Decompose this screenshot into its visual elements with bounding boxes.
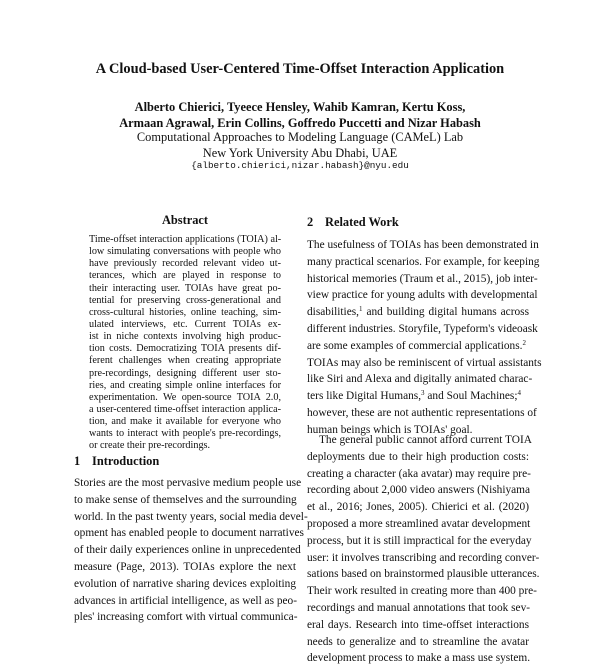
body-line: eral days. Research into time-offset interactions — [307, 618, 529, 631]
body-line: et al., 2016; Jones, 2005). Chierici et al. (2020) — [307, 501, 529, 514]
body-line: of their daily experiences online in unprecedented — [74, 544, 301, 557]
abstract-line: ist in niche contexts involving high produc- — [89, 331, 281, 343]
abstract-line: tion costs. Democratizing TOIA presents dif- — [89, 343, 281, 355]
abstract-line: or create their pre-recordings. — [89, 440, 211, 452]
abstract-heading: Abstract — [161, 213, 209, 227]
body-text-fragment: are some examples of commercial applications. — [307, 339, 523, 352]
body-line: The general public cannot afford current TOIA — [319, 434, 532, 446]
abstract-line: tion, and make it available for everyone who — [89, 416, 281, 428]
abstract-line: have previously recorded relevant video ut- — [89, 258, 281, 270]
footnote-marker[interactable]: 2 — [522, 338, 526, 347]
body-line: opment has enabled people to document narratives — [74, 527, 304, 540]
body-line: needs to generalize and to streamline the avatar — [307, 635, 529, 648]
abstract-line: ries, and creating simple online interfaces for — [89, 379, 281, 391]
body-line: different industries. Storyfile, Typeform's videoask — [307, 322, 538, 335]
related-work-para1 — [307, 237, 542, 439]
body-line: however, these are not authentic representations of — [307, 406, 537, 419]
body-line: view practice for young adults with developmental — [307, 289, 538, 302]
abstract-line: Time-offset interaction applications (TOIA) al- — [89, 234, 282, 245]
author-list — [40, 99, 560, 131]
body-line: recordings and manual annotations that took sev- — [307, 601, 531, 614]
abstract-line: wants to interact with people's pre-recordings, — [89, 428, 281, 440]
body-line: process, but it is still impractical for the everyday — [307, 534, 532, 547]
abstract-line: terances, which are played in response to — [89, 270, 281, 282]
body-text-fragment: and Soul Machines; — [427, 390, 518, 403]
body-line: recording about 2,000 video answers (Nishiyama — [307, 484, 531, 497]
section-number: 2 — [307, 215, 314, 229]
body-line: evolution of narrative sharing devices exploiting — [74, 577, 296, 590]
body-word: disabilities, — [307, 306, 359, 319]
affiliation-line: Computational Approaches to Modeling Language (CAMeL) Lab — [136, 130, 464, 144]
abstract-line: ulated interviews, etc. Current TOIAs ex- — [89, 318, 281, 330]
affiliation-line: New York University Abu Dhabi, UAE — [202, 145, 398, 160]
body-line — [307, 388, 529, 405]
abstract-line: ferent challenges when creating appropriate — [89, 355, 281, 367]
body-line: advances in artificial intelligence, as well as peo- — [74, 594, 297, 607]
related-work-para2 — [307, 432, 540, 667]
abstract-line: pre-recordings, designing different user sto- — [89, 367, 281, 379]
body-line: sations based on brainstormed plausible utterances. — [307, 568, 540, 581]
body-line: like Siri and Alexa and digitally animated charac- — [307, 373, 533, 386]
author-email[interactable]: {alberto.chierici,nizar.habash}@nyu.edu — [191, 160, 409, 171]
body-text-fragment: ters like Digital Humans, — [307, 390, 422, 403]
section-heading-related-work — [307, 215, 399, 230]
body-line: TOIAs may also be reminiscent of virtual assistants — [307, 356, 542, 369]
affiliation — [40, 130, 560, 161]
body-line — [307, 304, 529, 321]
body-line: proposed a more streamlined avatar development — [307, 517, 531, 530]
section-title: Related Work — [325, 215, 399, 229]
body-line: development process to make a mass use system. — [307, 652, 531, 665]
abstract-body — [89, 234, 281, 453]
section-heading-introduction — [74, 454, 159, 469]
body-line: ples' increasing comfort with virtual communica- — [74, 611, 298, 624]
body-line: to make sense of themselves and the surrounding — [74, 493, 297, 506]
body-line: human beings which is TOIAs' goal. — [307, 423, 473, 436]
section-title: Introduction — [92, 454, 160, 468]
abstract-line: a user-centered time-offset interaction applica- — [89, 403, 281, 415]
footnote-marker[interactable]: 4 — [517, 389, 521, 398]
body-line: measure (Page, 2013). TOIAs explore the next — [74, 560, 296, 573]
abstract-line: low simulating conversations with people who — [89, 246, 281, 258]
body-line: Stories are the most pervasive medium people use — [74, 477, 302, 489]
abstract-line: their interacting user. TOIAs have great po- — [89, 282, 281, 294]
body-line: many practical scenarios. For example, for keeping — [307, 255, 540, 268]
abstract-line: cross-cultural histories, online teaching, sim- — [89, 306, 281, 318]
body-line: Their work resulted in creating more than 400 pre- — [307, 585, 537, 598]
body-line: deployments due to their high production costs: — [307, 450, 529, 463]
abstract-line: experimentation. We open-source TOIA 2.0, — [89, 391, 281, 403]
body-line — [307, 338, 529, 355]
body-line: creating a character (aka avatar) may require pre- — [307, 467, 531, 480]
body-line: world. In the past twenty years, social media devel- — [74, 510, 308, 523]
body-text-fragment: and building digital humans across — [366, 306, 529, 319]
author-line: Alberto Chierici, Tyeece Hensley, Wahib Kamran, Kertu Koss, — [134, 100, 466, 114]
author-line: Armaan Agrawal, Erin Collins, Goffredo Puccetti and Nizar Habash — [119, 116, 481, 130]
introduction-body — [74, 475, 308, 626]
footnote-marker[interactable]: 1 — [359, 305, 363, 314]
paper-title: A Cloud-based User-Centered Time-Offset Interaction Application — [95, 61, 505, 77]
body-line: historical memories (Traum et al., 2015), job inter- — [307, 272, 538, 285]
abstract-line: tential for preserving cross-generational and — [89, 294, 281, 306]
body-line: user: it involves transcribing and recording conver- — [307, 551, 540, 564]
section-number: 1 — [74, 454, 81, 468]
footnote-marker[interactable]: 3 — [421, 389, 425, 398]
body-line: The usefulness of TOIAs has been demonstrated in — [307, 239, 539, 251]
